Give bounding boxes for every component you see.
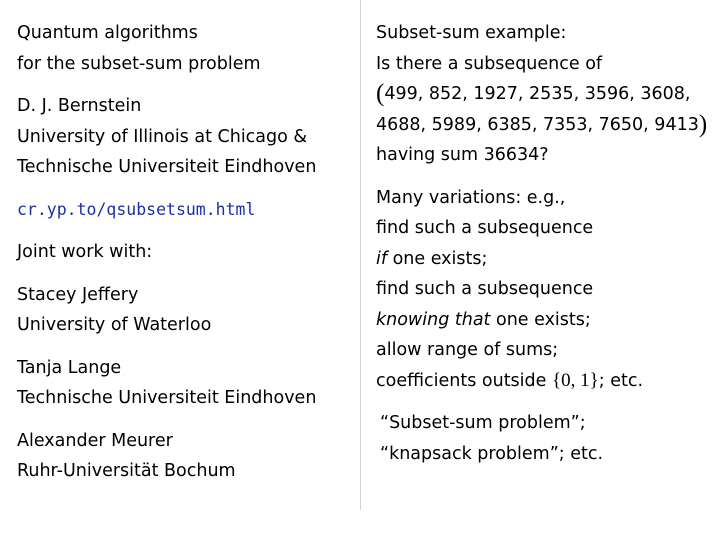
open-paren: ( xyxy=(376,80,385,107)
variation-5: allow range of sums; xyxy=(376,340,559,360)
author-name: D. J. Bernstein xyxy=(17,96,142,116)
coauthor-name: Stacey Jeffery xyxy=(17,284,139,305)
sequence-line-1 xyxy=(376,79,711,110)
coauthor-affiliation: Technische Universiteit Eindhoven xyxy=(17,388,317,408)
coauthor-affiliation: University of Waterloo xyxy=(17,315,212,335)
title-line-1: Quantum algorithms xyxy=(17,23,198,43)
variation-2-italic: if xyxy=(376,248,388,269)
variation-6-b: ; etc. xyxy=(598,370,644,391)
right-column xyxy=(376,18,711,469)
paper-url-link[interactable]: cr.yp.to/qsubsetsum.html xyxy=(17,199,256,219)
variation-4-rest: one exists; xyxy=(490,309,591,330)
variation-6-a: coefficients outside xyxy=(376,370,552,391)
coauthor-affiliation: Ruhr-Universität Bochum xyxy=(17,461,236,481)
author-affiliation-1: University of Illinois at Chicago & xyxy=(17,126,308,147)
joint-work-label: Joint work with: xyxy=(17,242,153,262)
example-heading: Subset-sum example: xyxy=(376,23,567,43)
coauthor-name: Alexander Meurer xyxy=(17,430,173,451)
question-line: Is there a subsequence of xyxy=(376,53,603,74)
coauthor-name: Tanja Lange xyxy=(17,357,122,378)
title-line-2: for the subset-sum problem xyxy=(17,53,261,74)
variation-1: find such a subsequence xyxy=(376,218,594,238)
problem-name-1: “Subset-sum problem”; xyxy=(380,413,586,433)
variation-4 xyxy=(376,305,711,336)
column-divider xyxy=(360,0,361,510)
close-paren: ) xyxy=(698,110,708,138)
variation-4-italic: knowing that xyxy=(376,309,491,330)
variation-6 xyxy=(376,366,711,397)
variations-heading: Many variations: e.g., xyxy=(376,187,566,208)
sum-line: having sum 36634? xyxy=(376,145,549,165)
problem-name-2: “knapsack problem”; etc. xyxy=(380,443,604,464)
variation-2-rest: one exists; xyxy=(387,248,488,269)
variation-6-set: {0, 1} xyxy=(551,369,599,391)
variation-2 xyxy=(376,244,711,275)
sequence-values-1: 499, 852, 1927, 2535, 3596, 3608, xyxy=(384,84,691,104)
sequence-values-2: 4688, 5989, 6385, 7353, 7650, 9413 xyxy=(376,114,699,135)
author-affiliation-2: Technische Universiteit Eindhoven xyxy=(17,157,317,177)
variation-3: find such a subsequence xyxy=(376,279,594,299)
sequence-line-2 xyxy=(376,110,711,141)
left-column xyxy=(17,18,352,487)
